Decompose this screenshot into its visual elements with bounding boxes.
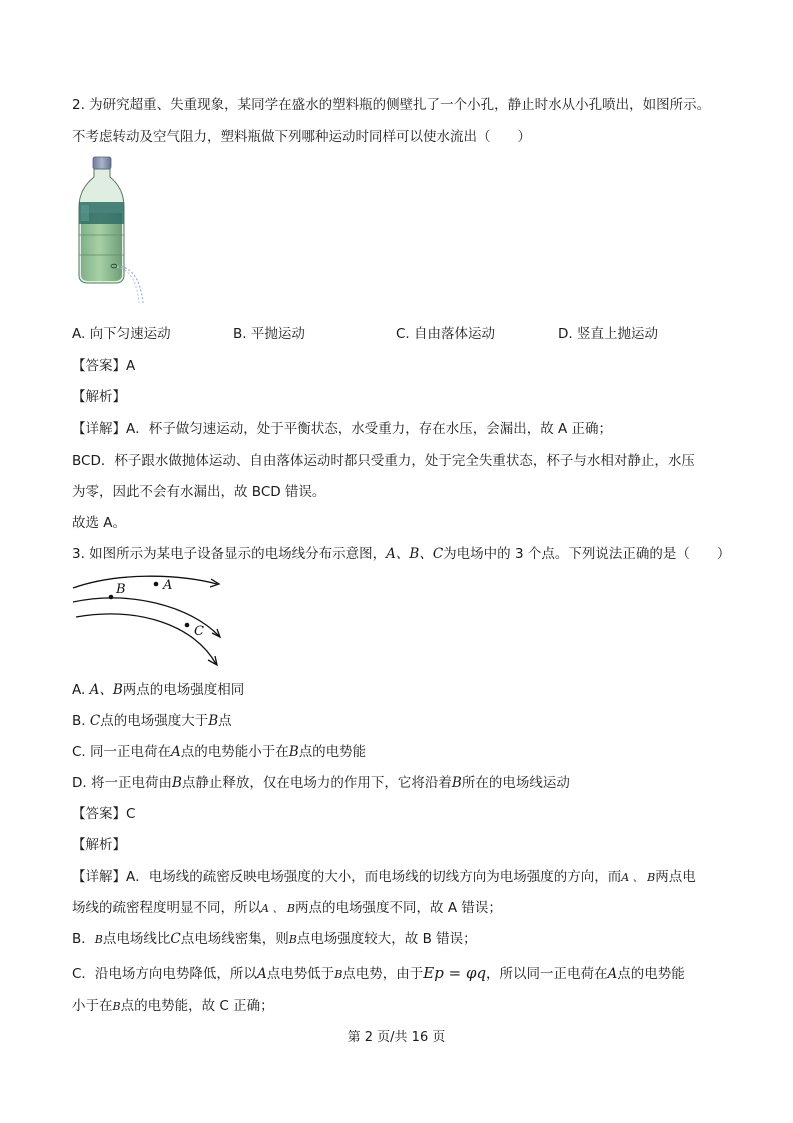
water-bottle-figure bbox=[76, 155, 156, 307]
q2-option-b: B. 平抛运动 bbox=[233, 326, 305, 342]
q3-option-c-prefix: C. 同一正电荷在 bbox=[72, 744, 172, 760]
q3-stem bbox=[72, 545, 730, 563]
q3-option-d-var1: B bbox=[171, 775, 182, 791]
q3-option-d-prefix: D. 将一正电荷由 bbox=[72, 775, 172, 791]
q3-detail-line1 bbox=[72, 868, 696, 887]
q3-option-b-prefix: B. bbox=[72, 713, 90, 729]
point-c-label: C bbox=[194, 624, 204, 639]
q3-detail-line4 bbox=[72, 964, 685, 984]
q2-analysis-title: 【解析】 bbox=[72, 389, 126, 405]
q3-detail-line3-mid2: 点电场线密集，则 bbox=[180, 931, 289, 947]
q2-option-a: A. 向下匀速运动 bbox=[72, 326, 171, 342]
q3-detail-line4-pre: C．沿电场方向电势降低，所以 bbox=[72, 966, 257, 982]
page-footer: 第 2 页/共 16 页 bbox=[347, 1030, 446, 1045]
q3-option-d-mid: 点静止释放，仅在电场力的作用下，它将沿着 bbox=[181, 775, 452, 791]
q2-detail-line2: BCD．杯子跟水做抛体运动、自由落体运动时都只受重力，处于完全失重状态，杯子与水相对静止，水压 bbox=[72, 453, 695, 469]
q3-stem-vars: A、B、C bbox=[386, 546, 444, 562]
q2-detail-line1: 【详解】A．杯子做匀速运动，处于平衡状态，水受重力，存在水压，会漏出，故 A 正确； bbox=[72, 421, 613, 437]
q3-detail-line4-mid1: 点电势低于 bbox=[266, 966, 335, 982]
q3-option-b-post: 点 bbox=[218, 713, 232, 729]
q2-answer: 【答案】A bbox=[72, 358, 136, 374]
q3-option-c-var2: B bbox=[288, 744, 299, 760]
point-b-label: B bbox=[116, 582, 126, 597]
q3-detail-line4-mid2: 点电势，由于 bbox=[342, 966, 424, 982]
q3-analysis-title: 【解析】 bbox=[72, 837, 126, 853]
q3-detail-line3-var3: B bbox=[288, 933, 297, 946]
q3-option-a bbox=[72, 681, 244, 699]
q2-option-d: D. 竖直上抛运动 bbox=[558, 326, 658, 342]
q3-option-a-prefix: A. bbox=[72, 682, 90, 698]
q2-detail-line3: 为零，因此不会有水漏出，故 BCD 错误。 bbox=[72, 484, 326, 500]
q3-detail-line3-var1: B bbox=[94, 933, 103, 946]
q3-detail-line4-var3: A bbox=[607, 966, 618, 982]
q3-detail-line3-pre: B． bbox=[72, 931, 95, 947]
q3-detail-line3-var2: C bbox=[170, 931, 181, 947]
q3-option-b-var1: C bbox=[89, 713, 101, 729]
q3-option-a-text: 两点的电场强度相同 bbox=[122, 682, 245, 698]
q3-option-c bbox=[72, 743, 366, 761]
q3-option-c-var1: A bbox=[171, 744, 181, 760]
point-b-dot bbox=[109, 595, 114, 600]
q3-detail-line3-mid1: 点电场线比 bbox=[102, 931, 171, 947]
q3-option-c-post: 点的电势能 bbox=[298, 744, 367, 760]
q3-detail-line4-mid3: ，所以同一正电荷在 bbox=[486, 966, 608, 982]
q3-option-b-var2: B bbox=[208, 713, 219, 729]
q3-detail-line5-var: B bbox=[112, 1000, 121, 1013]
q3-detail-line5 bbox=[72, 997, 274, 1016]
q3-detail-line1-pre: 【详解】A．电场线的疏密反映电场强度的大小，而电场线的切线方向为电场强度的方向，而 bbox=[72, 869, 622, 885]
q3-option-b bbox=[72, 712, 232, 730]
q3-detail-line1-var: A 、 B bbox=[621, 871, 656, 884]
q3-detail-line5-pre: 小于在 bbox=[72, 998, 113, 1014]
q3-detail-line3 bbox=[72, 930, 477, 949]
q3-detail-line2-pre: 场线的疏密程度明显不同，所以 bbox=[72, 900, 261, 916]
q3-option-d-var2: B bbox=[451, 775, 462, 791]
q3-option-d bbox=[72, 774, 570, 792]
q3-option-a-var: A、B bbox=[89, 682, 123, 698]
q3-option-b-mid: 点的电场强度大于 bbox=[100, 713, 209, 729]
electric-field-figure bbox=[70, 568, 230, 672]
q3-detail-line1-post: 两点电 bbox=[655, 869, 696, 885]
point-a-label: A bbox=[163, 578, 173, 593]
q2-conclusion: 故选 A。 bbox=[72, 515, 127, 531]
q3-detail-line2-post: 两点的电场强度不同，故 A 错误； bbox=[295, 900, 502, 916]
q3-detail-line2-var: A 、 B bbox=[261, 902, 296, 915]
q3-detail-line5-post: 点的电势能，故 C 正确； bbox=[120, 998, 274, 1014]
q3-stem-pre: 3. 如图所示为某电子设备显示的电场线分布示意图， bbox=[72, 546, 387, 562]
q3-detail-line4-var1: A bbox=[256, 966, 267, 982]
point-a-dot bbox=[154, 582, 159, 587]
q2-option-c: C. 自由落体运动 bbox=[396, 326, 496, 342]
q3-stem-post: 为电场中的 3 个点。下列说法正确的是（ ） bbox=[443, 546, 731, 562]
q2-stem-line2: 不考虑转动及空气阻力，塑料瓶做下列哪种运动时同样可以使水流出（ ） bbox=[72, 129, 531, 145]
q3-option-c-mid: 点的电势能小于在 bbox=[180, 744, 289, 760]
q3-option-d-post: 所在的电场线运动 bbox=[461, 775, 570, 791]
potential-energy-formula: Ep = φq bbox=[423, 964, 487, 982]
q3-detail-line2 bbox=[72, 899, 502, 918]
q3-detail-line4-post: 点的电势能 bbox=[617, 966, 685, 982]
point-c-dot bbox=[185, 623, 190, 628]
q3-answer: 【答案】C bbox=[72, 806, 136, 822]
q2-stem-line1: 2. 为研究超重、失重现象，某同学在盛水的塑料瓶的侧壁扎了一个小孔，静止时水从小孔喷出，如图所示。 bbox=[72, 97, 711, 113]
q3-detail-line4-var2: B bbox=[334, 968, 343, 981]
q3-detail-line3-post: 点电场强度较大，故 B 错误； bbox=[296, 931, 477, 947]
